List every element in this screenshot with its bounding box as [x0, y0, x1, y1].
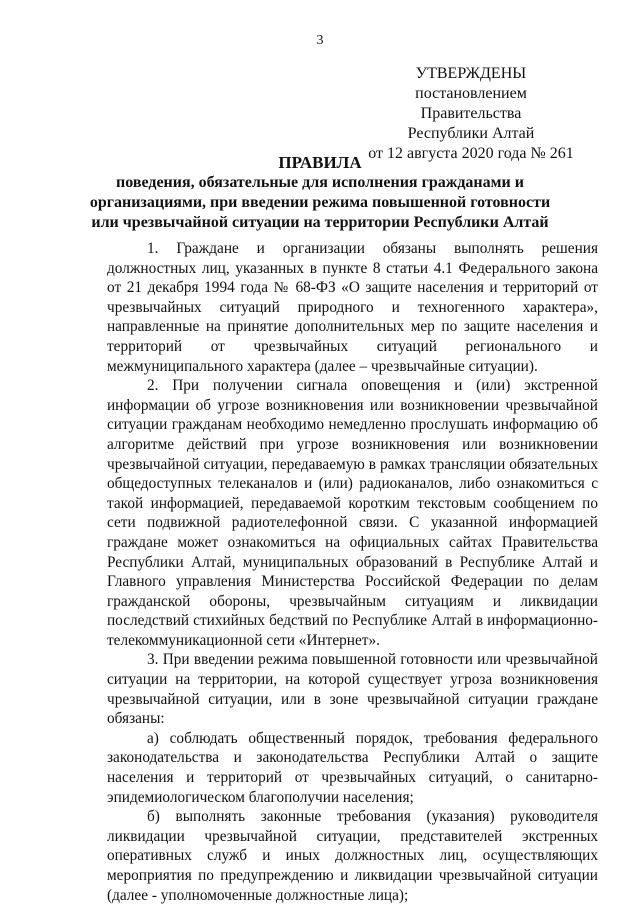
- rules-body: [107, 239, 598, 905]
- paragraph-3: 3. При введении режима повышенной готовности или чрезвычайной ситуации на территории, на которой существует угроза возникновения чрезвычайной ситуации, или в зоне чрезвычайной ситуации граждане обязаны:: [107, 651, 598, 728]
- rules-title-line-2: организациями, при введении режима повышенной готовности: [89, 194, 551, 211]
- approval-republic: Республики Алтай: [407, 125, 535, 142]
- approval-block: [366, 64, 576, 164]
- approval-date-number: от 12 августа 2020 года № 261: [368, 145, 574, 162]
- approval-heading: УТВЕРЖДЕНЫ: [415, 65, 527, 82]
- paragraph-3b: б) выполнять законные требования (указания) руководителя ликвидации чрезвычайной ситуации, представителей экстренных оперативных служб и иных должностных лиц, осуществляющих мероприятия по предупреждению и ликвидации чрезвычайной ситуации (далее - уполномоченные должностные лица);: [107, 808, 598, 904]
- paragraph-1: 1. Граждане и организации обязаны выполнять решения должностных лиц, указанных в пункте 8 статьи 4.1 Федерального закона от 21 декабря 1994 года № 68-ФЗ «О защите населения и территорий от чрезвычайных ситуаций природного и техногенного характера», направленные на принятие дополнительных мер по защите населения и территорий от чрезвычайных ситуаций регионального и межмуниципального характера (далее – чрезвычайные ситуации).: [107, 240, 598, 375]
- rules-title-line-3: или чрезвычайной ситуации на территории Республики Алтай: [91, 214, 549, 231]
- paragraph-3a: а) соблюдать общественный порядок, требования федерального законодательства и законодательства Республики Алтай о защите населения и территорий от чрезвычайных ситуаций, о санитарно-эпидемиологическом благополучии населения;: [107, 729, 598, 806]
- paragraph-2: 2. При получении сигнала оповещения и (или) экстренной информации об угрозе возникновения или возникновении чрезвычайной ситуации гражданам необходимо немедленно прослушать информацию об алгоритме действий при угрозе возникновения или возникновении чрезвычайной ситуации, передаваемую в рамках трансляции обязательных общедоступных телеканалов и (или) радиоканалов, либо ознакомиться с такой информацией, передаваемой коротким текстовым сообщением по сети подвижной радиотелефонной связи. С указанной информацией граждане может ознакомиться на официальных сайтах Правительства Республики Алтай, муниципальных образований в Республике Алтай и Главного управления Министерства Российской Федерации по делам гражданской обороны, чрезвычайным ситуациям и ликвидации последствий стихийных бедствий по Республике Алтай в информационно-телекоммуникационной сети «Интернет».: [107, 377, 598, 649]
- approval-resolution: постановлением Правительства: [415, 85, 527, 122]
- rules-title: [60, 153, 580, 233]
- rules-title-main: ПРАВИЛА: [278, 153, 362, 172]
- page-number: 3: [316, 33, 324, 48]
- rules-title-line-1: поведения, обязательные для исполнения гражданами и: [116, 174, 524, 191]
